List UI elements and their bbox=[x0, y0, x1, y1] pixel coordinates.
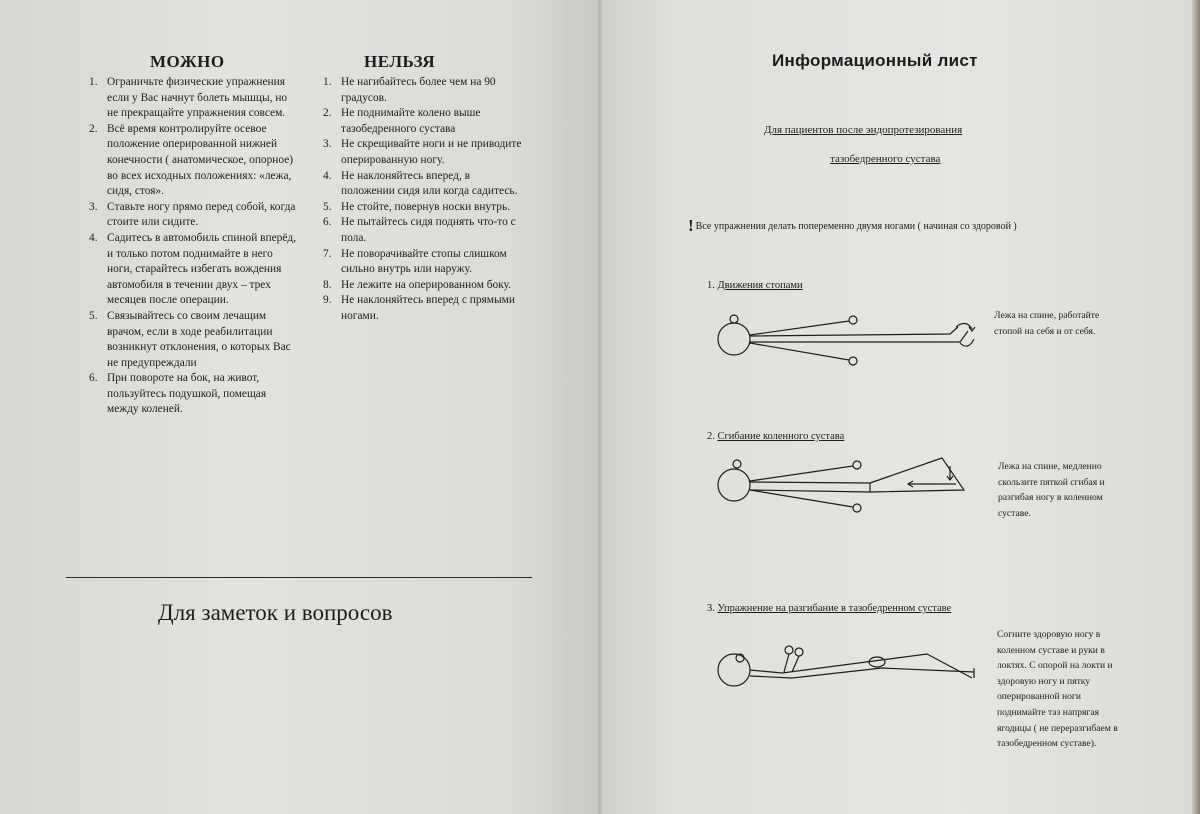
can-list-item-text: Всё время контролируйте осевое положение оперированной нижней конечности ( анатомическое, опорное) во всех исходных положениях: «лежа, сидя, стоя». bbox=[107, 122, 294, 198]
instruction-note bbox=[688, 216, 1017, 236]
cannot-list-item-text: Не наклоняйтесь вперед с прямыми ногами. bbox=[341, 294, 515, 322]
cannot-list-item-number: 9. bbox=[323, 294, 332, 307]
cannot-list-item bbox=[323, 215, 523, 246]
cannot-list-item bbox=[323, 247, 523, 278]
exercise-2-title bbox=[707, 431, 844, 442]
cannot-list-item-number: 5. bbox=[323, 200, 332, 213]
can-list-item bbox=[89, 371, 299, 418]
exercise-1-title bbox=[707, 280, 803, 291]
can-list-item-number: 6. bbox=[89, 372, 98, 385]
cannot-list-item-text: Не лежите на оперированном боку. bbox=[341, 278, 512, 291]
can-list-item-number: 2. bbox=[89, 122, 98, 135]
exercise-2-figure bbox=[710, 452, 980, 522]
cannot-list-item-text: Не нагибайтесь более чем на 90 градусов. bbox=[341, 76, 496, 104]
can-list-item-text: Садитесь в автомобиль спиной вперёд, и только потом поднимайте в него ноги, старайтесь избегать вождения автомобиля в течении двух – трех месяцев после операции. bbox=[107, 231, 297, 307]
instruction-note-text: Все упражнения делать попеременно двумя ногами ( начиная со здоровой ) bbox=[695, 221, 1017, 232]
notes-title: Для заметок и вопросов bbox=[158, 600, 393, 625]
page-edge bbox=[1192, 0, 1200, 814]
cannot-list-item-text: Не наклоняйтесь вперед, в положении сидя или когда садитесь. bbox=[341, 169, 518, 198]
cannot-list-item-number: 8. bbox=[323, 278, 332, 291]
cannot-list-item-text: Не пытайтесь сидя поднять что-то с пола. bbox=[341, 216, 516, 244]
exercise-3-number: 3. bbox=[707, 603, 715, 614]
can-list-item bbox=[89, 75, 299, 122]
can-list-item bbox=[89, 200, 299, 231]
can-list-item bbox=[89, 122, 299, 200]
exercise-3-name: Упражнение на разгибание в тазобедренном суставе bbox=[717, 603, 952, 614]
can-list-item-number: 5. bbox=[89, 309, 98, 322]
cannot-list-item bbox=[323, 137, 523, 168]
can-list-item-text: Связывайтесь со своим лечащим врачом, если в ходе реабилитации возникнут отклонения, о которых Вас не предупреждали bbox=[107, 309, 291, 369]
cannot-list-item-number: 1. bbox=[323, 76, 332, 88]
cannot-list-item bbox=[323, 293, 523, 324]
exercise-2-name: Сгибание коленного сустава bbox=[717, 431, 845, 442]
cannot-list bbox=[323, 75, 523, 325]
can-list-item-text: При повороте на бок, на живот, пользуйтесь подушкой, помещая между коленей. bbox=[107, 372, 267, 416]
exercise-3-figure bbox=[712, 638, 982, 698]
exercise-1-number: 1. bbox=[707, 280, 715, 291]
info-sheet-title: Информационный лист bbox=[772, 51, 978, 70]
exercise-3-title bbox=[707, 603, 951, 614]
can-list-item-text: Ограничьте физические упражнения если у Вас начнут болеть мышцы, но не прекращайте упражнения совсем. bbox=[107, 76, 288, 120]
can-list-item-number: 4. bbox=[89, 231, 98, 244]
cannot-list-item-text: Не поворачивайте стопы слишком сильно внутрь или наружу. bbox=[341, 247, 507, 276]
can-list bbox=[89, 75, 299, 418]
exercise-1-desc: Лежа на спине, работайте стопой на себя и от себя. bbox=[994, 310, 1100, 337]
cannot-list-item bbox=[323, 200, 523, 216]
subtitle-line-2: тазобедренного сустава bbox=[830, 153, 941, 165]
can-list-item-number: 3. bbox=[89, 200, 98, 213]
cannot-list-item-number: 3. bbox=[323, 138, 332, 151]
cannot-list-item bbox=[323, 106, 523, 137]
cannot-list-item-text: Не поднимайте колено выше тазобедренного сустава bbox=[341, 107, 481, 135]
cannot-title: НЕЛЬЗЯ bbox=[364, 52, 436, 71]
exercise-3-desc: Согните здоровую ногу в коленном суставе и руки в локтях. С опорой на локти и здоровую ногу и пятку оперированной ноги поднимайте таз напрягая ягодицы ( не переразгибаем в тазобедренном суставе). bbox=[997, 629, 1118, 750]
exercise-2-desc: Лежа на спине, медленно скользите пяткой сгибая и разгибая ногу в коленном суставе. bbox=[998, 461, 1105, 519]
exercise-1-name: Движения стопами bbox=[717, 280, 803, 291]
subtitle-line-1: Для пациентов после эндопротезирования bbox=[764, 124, 963, 136]
cannot-list-item-number: 4. bbox=[323, 169, 332, 182]
cannot-list-item-text: Не стойте, повернув носки внутрь. bbox=[341, 200, 511, 213]
cannot-list-item-number: 6. bbox=[323, 216, 332, 229]
can-list-item bbox=[89, 309, 299, 371]
can-title: МОЖНО bbox=[150, 52, 225, 71]
cannot-list-item bbox=[323, 169, 523, 200]
can-list-item bbox=[89, 231, 299, 309]
exercise-1-figure bbox=[710, 305, 980, 373]
cannot-list-item-number: 7. bbox=[323, 247, 332, 260]
cannot-list-item-text: Не скрещивайте ноги и не приводите оперированную ногу. bbox=[341, 138, 522, 166]
can-list-item-text: Ставьте ногу прямо перед собой, когда стоите или сидите. bbox=[107, 200, 296, 229]
exercise-2-number: 2. bbox=[707, 431, 715, 442]
cannot-list-item bbox=[323, 75, 523, 106]
notes-divider bbox=[66, 577, 532, 578]
can-list-item-number: 1. bbox=[89, 76, 98, 88]
cannot-list-item-number: 2. bbox=[323, 107, 332, 120]
exclamation-mark: ! bbox=[688, 216, 694, 235]
page-fold bbox=[598, 0, 602, 814]
cannot-list-item bbox=[323, 278, 523, 294]
